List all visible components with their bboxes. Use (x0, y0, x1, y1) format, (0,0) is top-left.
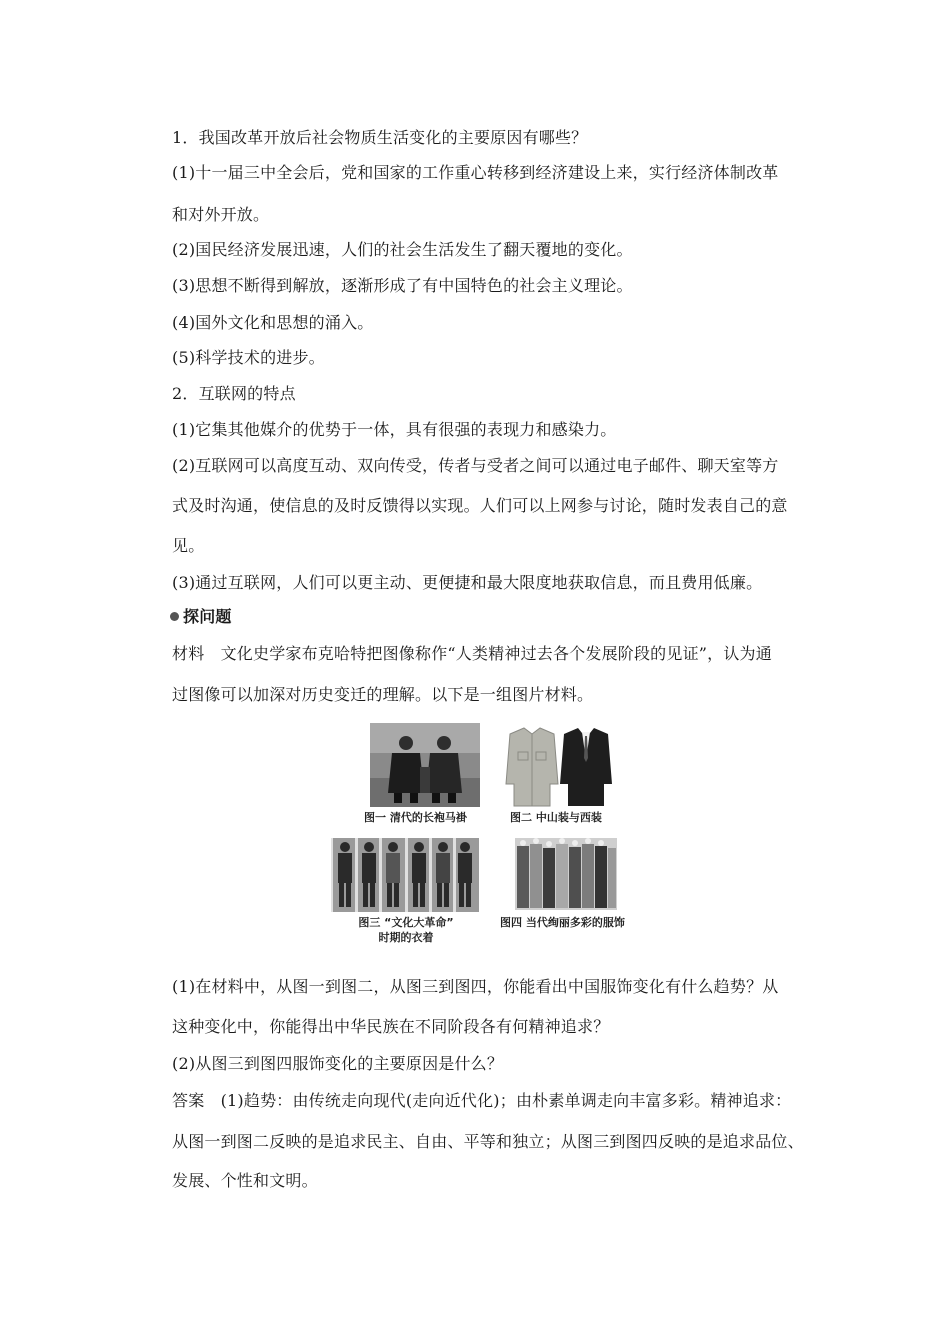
section2-item: 见。 (172, 536, 205, 555)
figure2-caption: 图二 中山装与西装 (510, 811, 602, 824)
inquiry-title-text: 探问题 (183, 607, 232, 626)
material-text: 材料 文化史学家布克哈特把图像称作“人类精神过去各个发展阶段的见证”，认为通 (172, 644, 772, 663)
figure2-photo (498, 724, 618, 810)
section1-item: (4)国外文化和思想的涌入。 (172, 313, 374, 332)
question-text: (2)从图三到图四服饰变化的主要原因是什么？ (172, 1054, 504, 1073)
answer-text: 发展、个性和文明。 (172, 1171, 318, 1190)
figure3-caption (336, 915, 476, 945)
question-text: 这种变化中，你能得出中华民族在不同阶段各有何精神追求？ (172, 1017, 610, 1036)
section1-item: (5)科学技术的进步。 (172, 348, 325, 367)
answer-text: 答案 (1)趋势：由传统走向现代(走向近代化)；由朴素单调走向丰富多彩。精神追求： (172, 1091, 792, 1110)
section2-item: 式及时沟通，使信息的及时反馈得以实现。人们可以上网参与讨论，随时发表自己的意 (172, 496, 788, 515)
section1-heading: 1．我国改革开放后社会物质生活变化的主要原因有哪些？ (172, 128, 588, 147)
figure4-photo (515, 838, 617, 910)
figure1-caption: 图一 清代的长袍马褂 (364, 811, 467, 824)
bullet-icon (170, 612, 179, 621)
answer-text: 从图一到图二反映的是追求民主、自由、平等和独立；从图三到图四反映的是追求品位、 (172, 1132, 804, 1151)
figure1-photo (370, 723, 480, 807)
section1-item: (2)国民经济发展迅速，人们的社会生活发生了翻天覆地的变化。 (172, 240, 633, 259)
section1-item: (3)思想不断得到解放，逐渐形成了有中国特色的社会主义理论。 (172, 276, 633, 295)
section2-heading: 2．互联网的特点 (172, 384, 296, 403)
figure3-caption-line2: 时期的衣着 (378, 931, 434, 944)
section1-item: (1)十一届三中全会后，党和国家的工作重心转移到经济建设上来，实行经济体制改革 (172, 163, 779, 182)
section2-item: (3)通过互联网，人们可以更主动、更便捷和最大限度地获取信息，而且费用低廉。 (172, 573, 763, 592)
section1-item: 和对外开放。 (172, 205, 270, 224)
figure4-caption: 图四 当代绚丽多彩的服饰 (500, 916, 625, 929)
section2-item: (2)互联网可以高度互动、双向传受，传者与受者之间可以通过电子邮件、聊天室等方 (172, 456, 779, 475)
question-text: (1)在材料中，从图一到图二，从图三到图四，你能看出中国服饰变化有什么趋势？从 (172, 977, 779, 996)
section2-item: (1)它集其他媒介的优势于一体，具有很强的表现力和感染力。 (172, 420, 617, 439)
figure3-photo (331, 838, 479, 912)
inquiry-title (170, 606, 232, 628)
material-text: 过图像可以加深对历史变迁的理解。以下是一组图片材料。 (172, 685, 594, 704)
figure3-caption-line1: 图三 “文化大革命” (358, 916, 454, 929)
